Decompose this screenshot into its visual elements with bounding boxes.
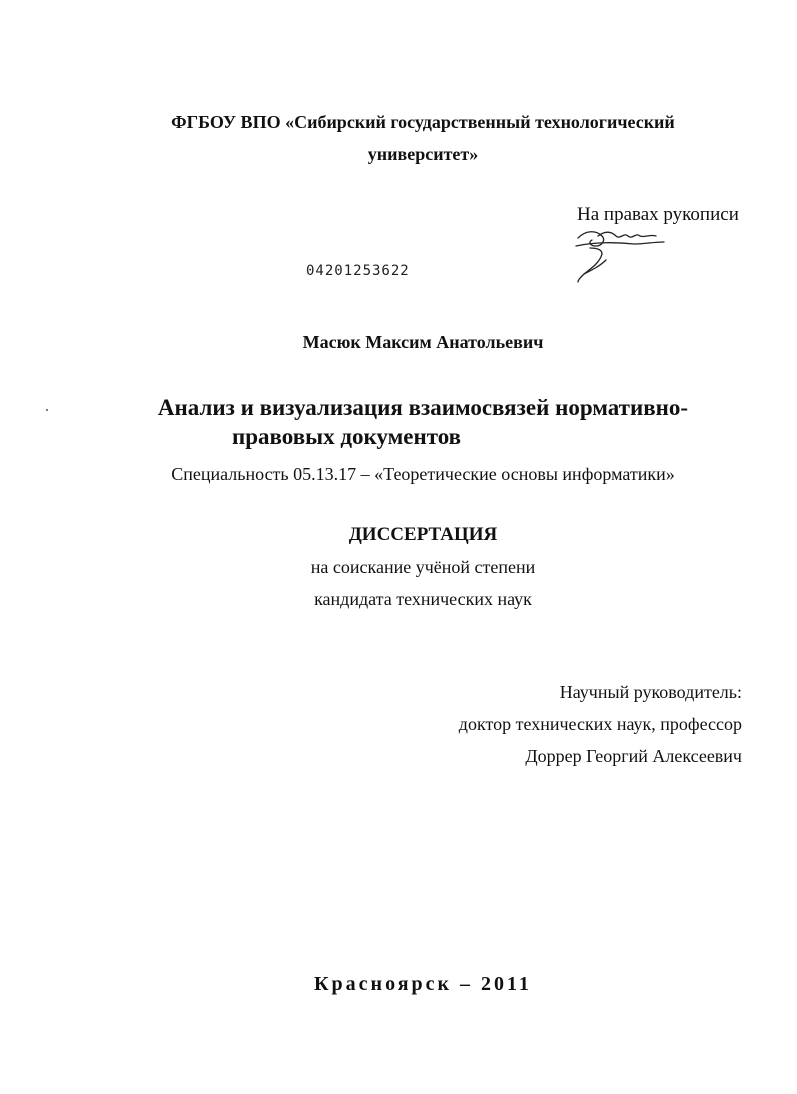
dissertation-title-line-2: правовых документов — [231, 424, 462, 449]
dissertation-title-line-1: Анализ и визуализация взаимосвязей нормативно- — [157, 395, 689, 420]
supervisor-name: Доррер Георгий Алексеевич — [525, 746, 742, 766]
supervisor-label: Научный руководитель: — [559, 682, 742, 702]
organization-line-1: ФГБОУ ВПО «Сибирский государственный технологический — [171, 112, 675, 132]
handwritten-signature-icon — [572, 224, 672, 288]
author-name: Масюк Максим Анатольевич — [302, 332, 544, 352]
dissertation-heading: ДИССЕРТАЦИЯ — [348, 524, 498, 545]
degree-line-1: на соискание учёной степени — [310, 557, 536, 577]
manuscript-rights-note: На правах рукописи — [577, 204, 739, 225]
degree-line-2: кандидата технических наук — [314, 589, 532, 609]
city-and-year: Красноярск – 2011 — [314, 973, 532, 995]
specialty-line: Специальность 05.13.17 – «Теоретические основы информатики» — [171, 464, 675, 484]
organization-line-2: университет» — [367, 144, 479, 164]
supervisor-degree: доктор технических наук, профессор — [458, 714, 742, 734]
document-registration-code: 04201253622 — [306, 263, 410, 279]
